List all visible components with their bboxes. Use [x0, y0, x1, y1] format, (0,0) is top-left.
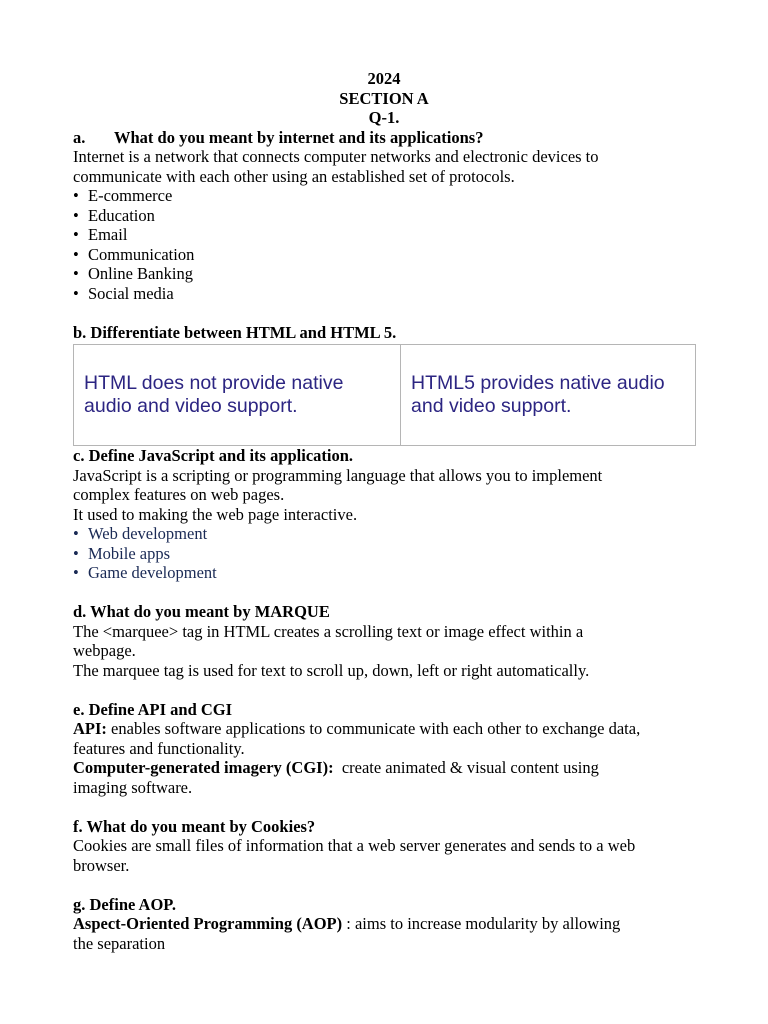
document-body — [73, 128, 713, 954]
question-e: e. Define API and CGI — [73, 699, 233, 719]
cgi-definition: Computer-generated imagery (CGI): create animated & visual content using — [73, 758, 599, 777]
answer-d-line: The <marquee> tag in HTML creates a scrolling text or image effect within a — [73, 621, 584, 641]
api-definition-cont: features and functionality. — [73, 738, 245, 758]
document-header — [0, 69, 768, 128]
bullet-icon: • — [73, 225, 79, 244]
bullet-icon: • — [73, 264, 79, 283]
year-heading: 2024 — [367, 69, 401, 88]
bullet-icon: • — [73, 563, 79, 582]
question-a-label: a. — [73, 127, 86, 147]
answer-c-line: It used to making the web page interactive. — [73, 504, 358, 524]
aop-definition: Aspect-Oriented Programming (AOP) : aims to increase modularity by allowing — [73, 914, 621, 933]
list-item: • E-commerce — [73, 186, 173, 205]
question-a — [73, 128, 713, 148]
table-row — [74, 345, 696, 446]
list-item: • Online Banking — [73, 264, 193, 283]
answer-a-line: Internet is a network that connects computer networks and electronic devices to — [73, 147, 599, 166]
answer-a-line: communicate with each other using an established set of protocols. — [73, 166, 515, 186]
bullet-icon: • — [73, 205, 79, 225]
question-d: d. What do you meant by MARQUE — [73, 602, 330, 621]
question-a-text: What do you meant by internet and its applications? — [114, 127, 484, 147]
table-cell-html5: HTML5 provides native audio and video support. — [401, 345, 696, 446]
list-item: • Game development — [73, 563, 217, 582]
question-f: f. What do you meant by Cookies? — [73, 816, 316, 836]
aop-definition-cont: the separation — [73, 933, 166, 953]
answer-c-line: complex features on web pages. — [73, 485, 285, 504]
list-item: • Mobile apps — [73, 543, 171, 563]
cgi-term: Computer-generated imagery (CGI): — [73, 758, 334, 777]
comparison-table — [73, 344, 696, 446]
answer-d-line: webpage. — [73, 641, 136, 660]
table-cell-html: HTML does not provide native audio and video support. — [74, 345, 401, 446]
bullet-icon: • — [73, 524, 79, 543]
bullet-icon: • — [73, 244, 79, 264]
bullet-icon: • — [73, 186, 79, 205]
bullet-icon: • — [73, 543, 79, 563]
answer-c-line: JavaScript is a scripting or programming language that allows you to implement — [73, 465, 603, 485]
section-heading: SECTION A — [339, 88, 429, 108]
api-term: API: — [73, 719, 107, 738]
answer-f-line: Cookies are small files of information that a web server generates and sends to a web — [73, 836, 636, 855]
question-number: Q-1. — [368, 108, 400, 127]
question-c: c. Define JavaScript and its application. — [73, 446, 354, 465]
answer-f-line: browser. — [73, 855, 130, 875]
cgi-definition-cont: imaging software. — [73, 777, 193, 797]
question-b: b. Differentiate between HTML and HTML 5. — [73, 322, 397, 342]
list-item: • Education — [73, 205, 155, 225]
list-item: • Email — [73, 225, 128, 244]
answer-d-line: The marquee tag is used for text to scroll up, down, left or right automatically. — [73, 660, 590, 680]
list-item: • Communication — [73, 244, 195, 264]
api-definition: API: enables software applications to communicate with each other to exchange data, — [73, 719, 641, 738]
aop-term: Aspect-Oriented Programming (AOP) — [73, 914, 343, 933]
list-item: • Web development — [73, 524, 208, 543]
bullet-icon: • — [73, 283, 79, 303]
list-item: • Social media — [73, 283, 174, 303]
question-g: g. Define AOP. — [73, 894, 176, 914]
